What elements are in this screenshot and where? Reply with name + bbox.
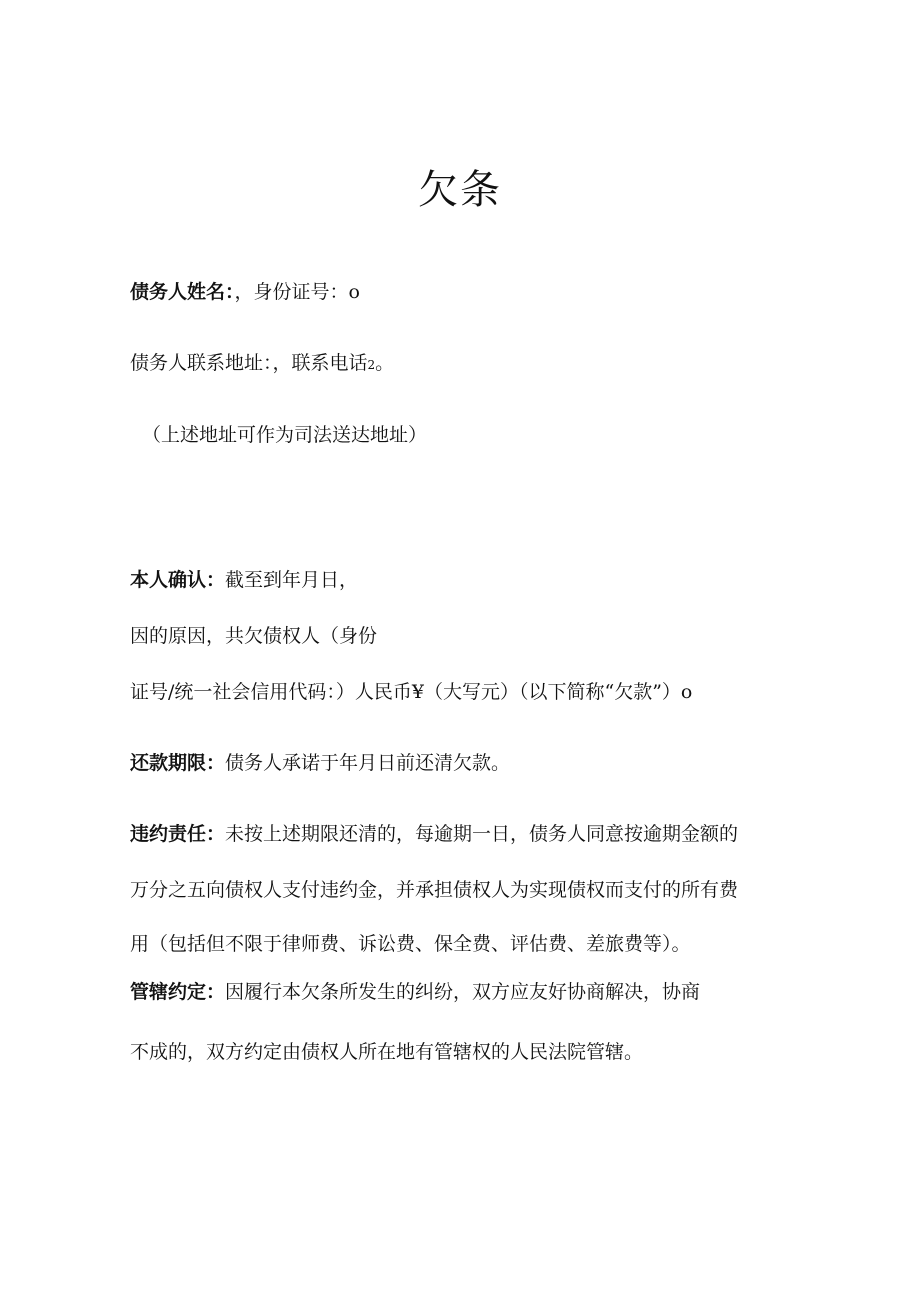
repayment-label: 还款期限： <box>130 752 226 774</box>
debtor-name-line <box>130 278 790 306</box>
jurisdiction-line-1 <box>130 978 790 1006</box>
confirmation-label: 本人确认： <box>130 569 226 591</box>
liability-line-1 <box>130 820 790 848</box>
confirmation-line-1 <box>130 566 790 594</box>
liability-label: 违约责任： <box>130 823 226 845</box>
jurisdiction-label: 管辖约定： <box>130 981 226 1003</box>
repayment-text: 债务人承诺于年月日前还清欠款。 <box>225 752 511 774</box>
debtor-contact-small: 2 <box>367 358 376 372</box>
liability-text-1: 未按上述期限还清的，每逾期一日，债务人同意按逾期金额的 <box>225 823 739 845</box>
debtor-name-text: ，身份证号：o <box>234 281 360 303</box>
confirmation-line-3: 证号/统一社会信用代码：）人民币¥（大写元）（以下简称“欠款”）o <box>130 681 693 703</box>
jurisdiction-line-2: 不成的，双方约定由债权人所在地有管辖权的人民法院管辖。 <box>130 1041 644 1063</box>
liability-line-2: 万分之五向债权人支付违约金，并承担债权人为实现债权而支付的所有费 <box>130 879 739 901</box>
debtor-contact-line <box>130 349 790 379</box>
confirmation-line-2: 因的原因，共欠债权人（身份 <box>130 625 378 647</box>
confirmation-text-1: 截至到年月日， <box>225 569 359 591</box>
address-note: （上述地址可作为司法送达地址） <box>142 424 428 446</box>
debtor-contact-text: 债务人联系地址：，联系电话 <box>130 352 368 374</box>
repayment-line <box>130 749 790 777</box>
document-title: 欠条 <box>418 167 502 213</box>
debtor-contact-tail: 。 <box>375 352 395 374</box>
debtor-name-label: 债务人姓名： <box>130 281 235 303</box>
liability-line-3: 用（包括但不限于律师费、诉讼费、保全费、评估费、差旅费等）。 <box>130 933 691 955</box>
jurisdiction-text-1: 因履行本欠条所发生的纠纷，双方应友好协商解决，协商 <box>225 981 701 1003</box>
